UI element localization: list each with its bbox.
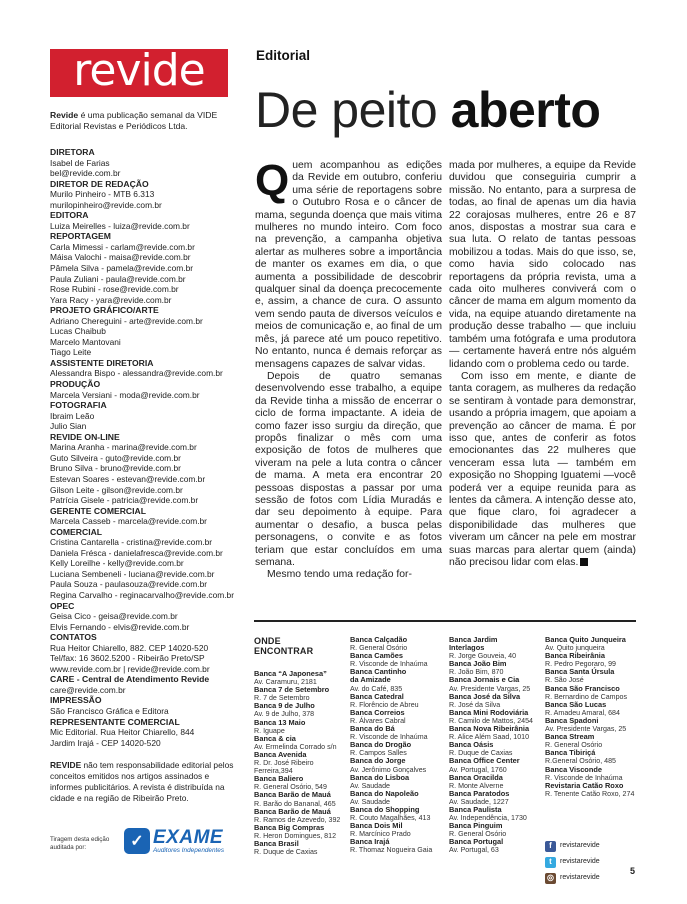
paragraph-text: Com isso em mente, e diante de tanta coragem, as mulheres da redação se sentiram à vontade para demonstrar, usando a própria imagem, que apoiam a prevenção ao câncer de mama. É por isso que, antes de conferir as fotos emocionantes das 22 mulheres que venceram essa luta — também em exposição no Shopping Iguatemi —você poderá ver a equipe reunida para as lentes da câmera. A intenção desse ato, que fique claro, foi agradecer a disponibilidade das mulheres que viveram um câncer na pele em mostrar suas marcas para alertar quem (ainda) não precisou lidar com elas. [449,370,636,568]
newsstand-name: Banca Avenida [254,749,307,759]
newsstand-name: Banca do Drogão [350,740,412,750]
newsstand-address: R. Iguape [254,726,285,735]
newsstand-address: R. Monte Alverne [449,781,504,790]
staff-line: Yara Racy - yara@revide.com.br [50,294,172,305]
newsstand-name: Banca Brasil [254,838,299,848]
staff-line: Isabel de Farias [50,157,110,168]
newsstand-name: Banca Oásis [449,740,494,750]
newsstand-name: Banca & cia [254,733,296,743]
newsstand-column-1 [254,670,348,856]
newsstand-name: Banca Oracilda [449,772,503,782]
newsstand-name: Banca Cantinho [350,667,407,677]
staff-line: Adriano Chereguini - arte@revide.com.br [50,315,203,326]
article-paragraph [449,371,636,570]
intro-text: é uma publicação semanal da VIDE Editorial Revistas e Periódicos Ltda. [50,110,218,131]
newsstand-name: Banca Baliero [254,774,304,784]
newsstand-name: Banca São Francisco [545,683,620,693]
staff-line: Rose Rubini - rose@revide.com.br [50,284,179,295]
audit-note: Tiragem desta edição auditada por: [50,836,110,851]
social-link[interactable] [545,854,635,870]
newsstand-address: R.General Osório, 485 [545,757,616,766]
staff-heading: PRODUÇÃO [50,379,101,390]
where-to-find-title [254,636,344,656]
article-paragraph [449,160,636,371]
newsstand-name: Banca Ribeirânia [545,651,605,661]
newsstand-address: R. Campos Salles [350,749,407,758]
staff-heading: DIRETORA [50,147,95,157]
staff-heading: CARE - Central de Atendimento Revide [50,674,210,685]
article-paragraph [255,569,442,581]
newsstand-address: R. Alice Além Saad, 1010 [449,733,530,742]
staff-line: Kelly Loreilhe - kelly@revide.com.br [50,558,184,569]
newsstand-address: R. Duque de Caxias [254,848,318,857]
newsstand-name: Banca Catedral [350,691,404,701]
newsstand-address: R. Barão do Bananal, 465 [254,799,336,808]
newsstand-address: Av. do Café, 835 [350,684,403,693]
section-label: Editorial [256,48,311,63]
article-paragraph [255,371,442,570]
exame-auditors-logo [124,826,236,856]
newsstand-name: Banca Big Compras [254,822,325,832]
exame-subtitle: Auditores Independentes [153,846,225,854]
newsstand-name: Banca Pinguim [449,821,503,831]
article-column-2 [449,160,636,569]
staff-line: Jardim Irajá - CEP 14020-520 [50,737,161,748]
staff-line: Mic Editorial. Rua Heitor Chiarello, 844 [50,727,195,738]
newsstand-name: Banca Correios [350,707,405,717]
newsstand-name: Banca Nova Ribeirânia [449,724,530,734]
staff-line: Luciana Sembeneli - luciana@revide.com.br [50,568,215,579]
staff-line: Murilo Pinheiro - MTB 6.313 [50,189,155,200]
newsstand-address: R. Tenente Catão Roxo, 274 [545,789,635,798]
newsstand-address: R. General Osório [350,644,408,653]
social-handle: revistarevide [560,874,600,881]
staff-line: Lucas Chaibub [50,326,106,337]
social-links [545,838,635,886]
newsstand-address: R. Couto Magalhães, 413 [350,814,431,823]
staff-list [50,147,240,748]
staff-line: Luiza Meirelles - luiza@revide.com.br [50,220,190,231]
newsstand-column-2 [350,636,444,855]
headline-light: De peito [255,82,438,138]
social-handle: revistarevide [560,842,600,849]
publication-intro [50,110,230,132]
disclaimer-text: não tem responsabilidade editorial pelos conceitos emitidos nos artigos assinados e informes publicitários. A revista é distribuída na cidade e na região de Ribeirão Preto. [50,760,234,803]
staff-line: Paula Zuliani - paula@revide.com.br [50,273,186,284]
newsstand-name: Banca Calçadão [350,635,408,644]
newsstand-address: R. Duque de Caxias [449,749,513,758]
newsstand-name: Banca Visconde [545,764,602,774]
staff-line: Daniela Frésca - danielafresca@revide.com.br [50,547,223,558]
logo-text: revide [73,45,205,96]
staff-line: www.revide.com.br | revide@revide.com.br [50,663,210,674]
paragraph-text: mada por mulheres, a equipe da Revide duvidou que conseguiria cumprir a missão. No entanto, para a surpresa de todas, ao final de apenas um dia havia 22 corajosas mulheres, entre 26 e 87 anos, dispostas a mostrar sua cara e sua luta. O relato de tantas pessoas mobilizou a todas. Mais do que isso, se, como havia sido colocado nas reportagens da própria revista, uma a cada oito mulheres conviverá com o câncer de mama em algum momento da vida, na equipe atuando diretamente na produção desse trabalho — que incluiu também uma fotógrafa e uma produtora — certamente haverá entre nós alguém lidando com o problema cedo ou tarde. [449,160,636,370]
staff-heading: FOTOGRAFIA [50,400,107,411]
headline [255,82,640,138]
newsstand-address: R. São José [545,676,584,685]
staff-line: Tiago Leite [50,347,92,358]
newsstand-name: Interlagos [449,643,485,653]
newsstand-address: Av. Presidente Vargas, 25 [545,725,627,734]
staff-line: Marcela Versiani - moda@revide.com.br [50,389,200,400]
newsstand-name: Banca “A Japonesa” [254,669,327,678]
article-paragraph [255,156,442,371]
newsstand-name: Banca Office Center [449,756,520,766]
newsstand-address: R. Amadeu Amaral, 684 [545,708,620,717]
newsstand-name: Banca Tibiriçá [545,748,596,758]
drop-cap: Q [255,156,290,205]
newsstand-address: Av. Portugal, 1760 [449,765,507,774]
end-mark-icon [580,558,588,566]
newsstand-address: Av. 9 de Julho, 378 [254,710,315,719]
where-title-line-2: ENCONTRAR [254,646,314,656]
staff-heading: REVIDE ON-LINE [50,431,120,442]
newsstand-address: R. Camilo de Mattos, 2454 [449,716,533,725]
newsstand-address: R. Visconde de Inhaúma [350,660,428,669]
where-title-line-1: ONDE [254,636,281,646]
twitter-icon: t [545,857,556,868]
newsstand-address: R. Thomaz Nogueira Gaia [350,846,433,855]
revide-logo [50,45,228,97]
newsstand-address: R. General Osório [545,741,603,750]
newsstand-name: Banca Santa Úrsula [545,667,615,677]
newsstand-address: Ferreira,394 [254,767,293,776]
facebook-icon: f [545,841,556,852]
staff-line: Guto Silveira - guto@revide.com.br [50,452,181,463]
newsstand-address: Av. Portugal, 63 [449,846,499,855]
newsstand-name: Banca Paulista [449,804,502,814]
newsstand-address: Av. Saudade, 1227 [449,797,509,806]
staff-line: Paula Souza - paulasouza@revide.com.br [50,579,208,590]
staff-line: Gilson Leite - gilson@revide.com.br [50,484,183,495]
staff-line: Máisa Valochi - maisa@revide.com.br [50,252,191,263]
staff-heading: PROJETO GRÁFICO/ARTE [50,305,159,316]
paragraph-text: uem acompanhou as edições da Revide em outubro, conferiu uma série de reportagens sobre o Outubro Rosa e o câncer de mama, segunda doença que mais vitima mulheres no mundo inteiro. Com foco na prevenção, a campanha objetiva alertar as mulheres sobre a importância de manter os exames em dia, o que aumenta a possibilidade de descobrir qualquer sinal da doença precocemente e, assim, a chance de cura. O assunto vem sendo pauta de diversos veículos e meios de comunicação e, ao final de um mês, já parece até um pouco repetitivo. No entanto, nunca é demais reforçar as mensagens capazes de salvar vidas. [255,160,442,370]
newsstand-name: Banca Paratodos [449,788,510,798]
newsstand-address: R. Bernardino de Campos [545,692,628,701]
paragraph-text: Mesmo tendo uma redação for- [267,569,412,581]
newsstand-name: Banca Camões [350,651,403,661]
newsstand-address: R. João Bim, 870 [449,668,504,677]
staff-line: Tel/fax: 16 3602.5200 - Ribeirão Preto/SP [50,653,205,664]
newsstand-address: Av. Saudade [350,781,390,790]
newsstand-name: Banca José da Silva [449,691,521,701]
exame-check-icon: ✓ [124,828,150,854]
staff-line: Marcelo Mantovani [50,336,121,347]
newsstand-address: R. Visconde de Inhaúma [545,773,623,782]
staff-line: Alessandra Bispo - alessandra@revide.com.br [50,368,223,379]
staff-heading: CONTATOS [50,632,97,643]
social-link[interactable] [545,870,635,886]
newsstand-name: Revistaria Catão Roxo [545,780,624,790]
staff-line: São Francisco Gráfica e Editora [50,705,169,716]
staff-line: Rua Heitor Chiarello, 882. CEP 14020-520 [50,642,209,653]
newsstand-address: Av. Jerônimo Gonçalves [350,765,427,774]
staff-line: Cristina Cantarella - cristina@revide.com.br [50,537,213,548]
newsstand-name: Banca do Bá [350,724,395,734]
staff-line: Ibraim Leão [50,410,95,421]
disclaimer [50,760,240,804]
newsstand-name: Banca Portugal [449,837,504,847]
newsstand-address: R. Dr. José Ribeiro [254,759,314,768]
newsstand-address: Av. Presidente Vargas, 25 [449,684,531,693]
newsstand-address: Av. Quito junqueira [545,644,605,653]
staff-heading: DIRETOR DE REDAÇÃO [50,178,149,189]
staff-heading: EDITORA [50,210,89,221]
divider [254,620,636,622]
social-link[interactable] [545,838,635,854]
newsstand-address: R. Álvares Cabral [350,716,406,725]
staff-heading: IMPRESSÃO [50,695,102,706]
staff-heading: REPRESENTANTE COMERCIAL [50,716,180,727]
newsstand-name: Banca Jornais e Cia [449,675,520,685]
staff-heading: GERENTE COMERCIAL [50,505,146,516]
instagram-icon: ◎ [545,873,556,884]
newsstand-address: Av. Ermelinda Corrado s/n [254,742,337,751]
staff-line: Estevan Soares - estevan@revide.com.br [50,473,206,484]
disclaimer-brand: REVIDE [50,760,82,770]
newsstand-name: Banca Mini Rodoviária [449,707,529,717]
staff-line: Marcela Casseb - marcela@revide.com.br [50,516,207,527]
newsstand-address: R. Florêncio de Abreu [350,700,419,709]
newsstand-name: Banca Irajá [350,837,390,847]
paragraph-text: Depois de quatro semanas desenvolvendo esse trabalho, a equipe da Revide tinha a missão de encerrar o ciclo de forma impactante. A ideia de como fazer isso surgiu da direção, que propôs finalizar o mês com uma exposição de fotos de mulheres que viveram na pele a luta contra o câncer de mama. A meta era encontrar 20 pessoas dispostas a passar por uma sessão de fotos com Lídia Muradás e dar seu depoimento à equipe. Para aumentar o desafio, a busca pelas personagens, o convite e as fotos teriam que estar concluídos em uma semana. [255,370,442,568]
staff-line: Regina Carvalho - reginacarvalho@revide.com.br [50,589,234,600]
newsstand-name: Banca do Lisboa [350,772,410,782]
newsstand-name: Banca João Bim [449,659,507,669]
staff-heading: ASSISTENTE DIRETORIA [50,357,154,368]
newsstand-name: Banca 9 de Julho [254,701,315,711]
newsstand-name: Banca Stream [545,732,595,742]
newsstand-address: Av. Caramuru, 2181 [254,678,317,687]
staff-heading: OPEC [50,600,75,611]
staff-line: Julio Sian [50,421,87,432]
newsstand-name: Banca Jardim [449,635,498,644]
newsstand-name: Banca Barão de Mauá [254,806,331,816]
newsstand-address: Av. Independência, 1730 [449,814,527,823]
newsstand-address: R. Visconde de Inhaúma [350,733,428,742]
page-number: 5 [630,866,636,876]
newsstand-name: Banca Spadoni [545,715,599,725]
newsstand-address: R. Ramos de Azevedo, 392 [254,815,341,824]
newsstand-address: R. 7 de Setembro [254,694,310,703]
staff-line: Pâmela Silva - pamela@revide.com.br [50,263,194,274]
staff-line: Bruno Silva - bruno@revide.com.br [50,463,181,474]
staff-heading: REPORTAGEM [50,231,111,242]
staff-line: Geisa Cico - geisa@revide.com.br [50,611,178,622]
staff-line: care@revide.com.br [50,684,126,695]
newsstand-name: Banca Barão de Mauá [254,790,331,800]
staff-line: murilopinheiro@revide.com.br [50,199,162,210]
exame-name: EXAME [153,826,224,848]
newsstand-address: Av. Saudade [350,797,390,806]
newsstand-name: Banca São Lucas [545,699,607,709]
intro-brand: Revide [50,110,79,120]
newsstand-address: R. Marcínico Prado [350,830,411,839]
newsstand-name: Banca 7 de Setembro [254,685,330,695]
newsstand-name: da Amizade [350,675,391,685]
newsstand-name: Banca do Napoleão [350,788,419,798]
newsstand-name: Banca do Jorge [350,756,406,766]
newsstand-address: R. General Osório, 549 [254,783,327,792]
staff-line: Carla Mimessi - carlam@revide.com.br [50,241,195,252]
newsstand-column-3 [449,636,543,855]
newsstand-address: R. José da Silva [449,700,501,709]
staff-line: bel@revide.com.br [50,168,121,179]
staff-line: Marina Aranha - marina@revide.com.br [50,442,197,453]
newsstand-address: R. Heron Domingues, 812 [254,831,337,840]
newsstand-column-4 [545,636,639,798]
staff-line: Patrícia Gisele - patricia@revide.com.br [50,495,199,506]
social-handle: revistarevide [560,858,600,865]
article-column-1 [255,156,442,582]
newsstand-name: Banca 13 Maio [254,717,306,727]
staff-line: Elvis Fernando - elvis@revide.com.br [50,621,190,632]
newsstand-name: Banca Quito Junqueira [545,635,626,644]
headline-bold: aberto [450,82,601,138]
staff-heading: COMERCIAL [50,526,103,537]
newsstand-address: R. Jorge Gouveia, 40 [449,652,517,661]
newsstand-address: R. General Osório [449,830,507,839]
newsstand-address: R. Pedro Pegoraro, 99 [545,660,616,669]
newsstand-name: Banca Dois Mil [350,821,403,831]
newsstand-name: Banca do Shopping [350,804,420,814]
